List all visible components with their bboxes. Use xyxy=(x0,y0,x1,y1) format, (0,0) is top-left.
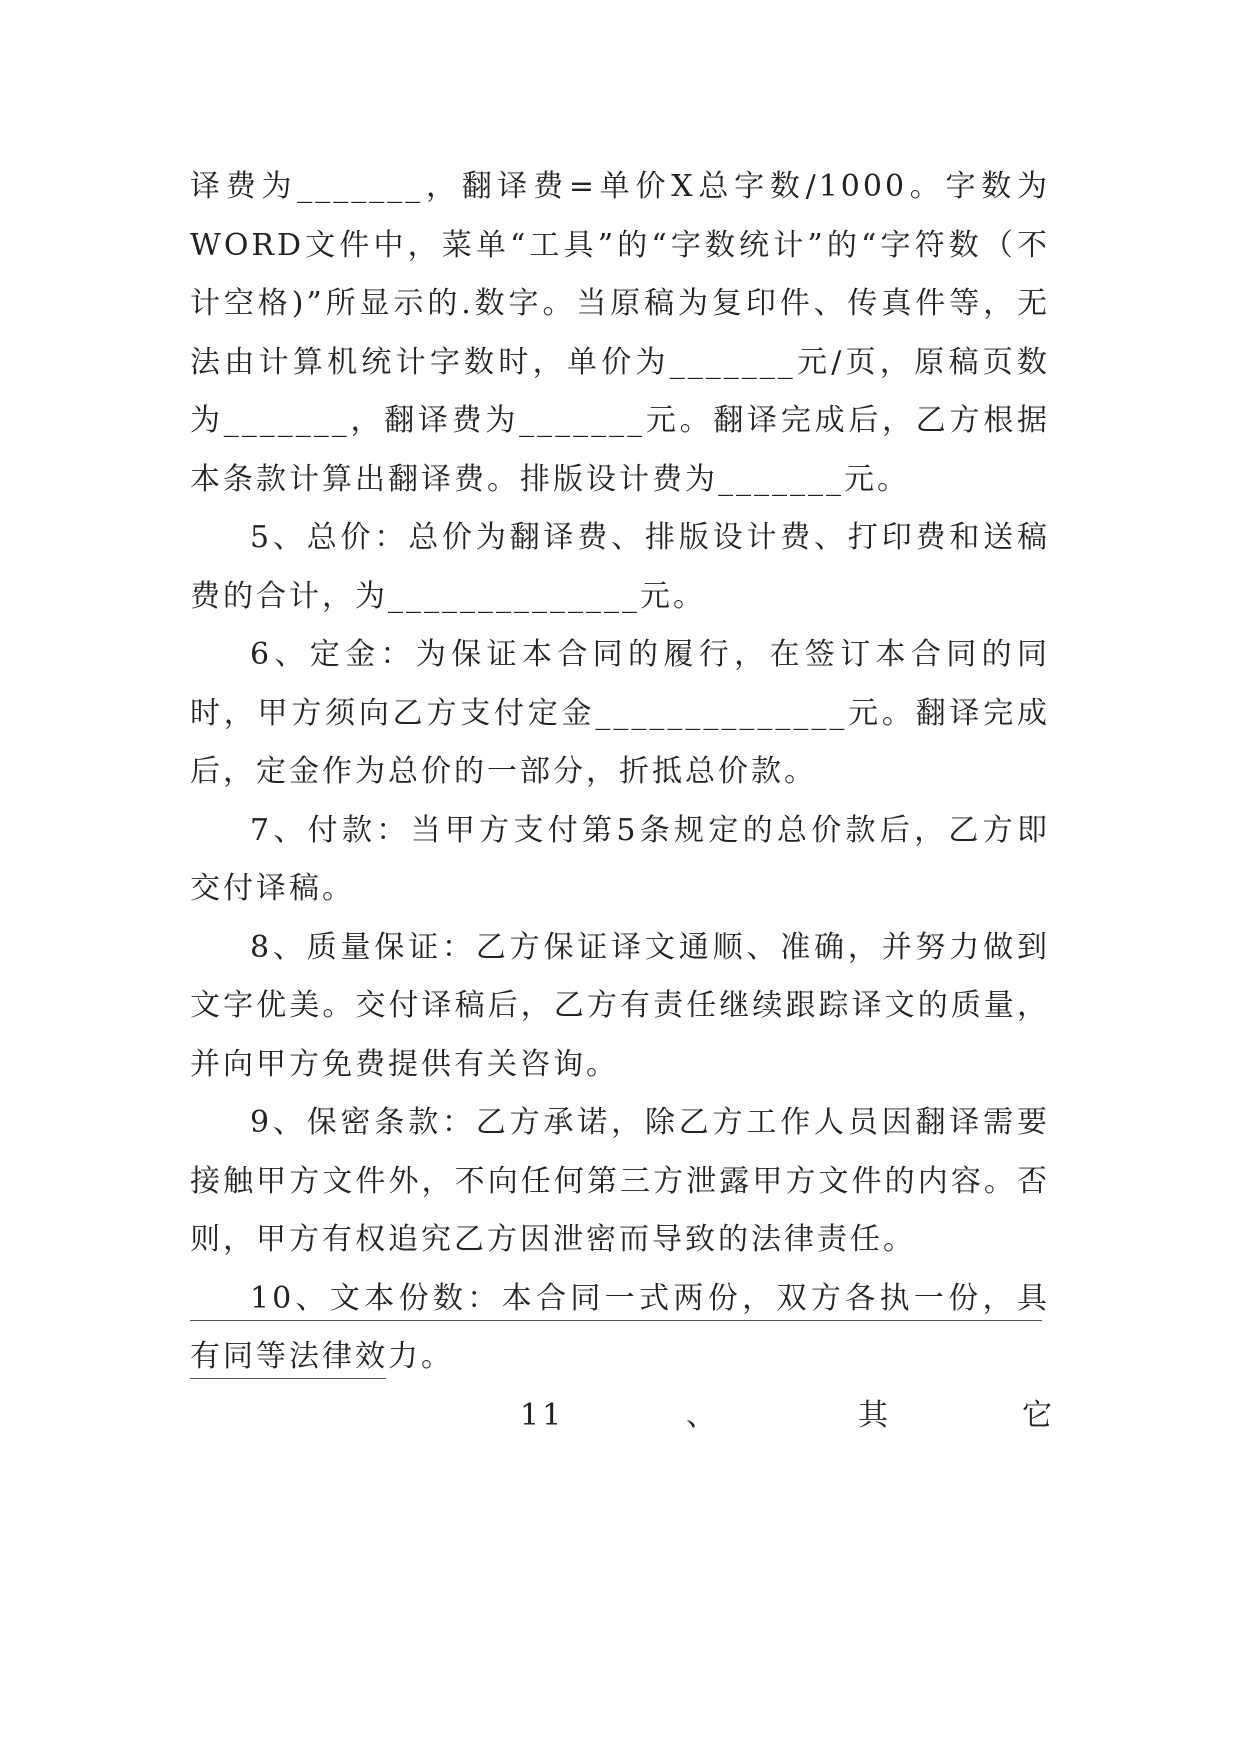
clause-11-separator: 、 xyxy=(686,1397,719,1433)
paragraph-clause-5: 5、总价：总价为翻译费、排版设计费、打印费和送稿费的合计，为______________元。 xyxy=(190,520,1050,614)
blank-line-1 xyxy=(190,1320,1042,1321)
clause-11-heading xyxy=(190,1387,1055,1445)
paragraph-fee-continued: 译费为_______，翻译费=单价X总字数/1000。字数为WORD文件中，菜单“工具”的“字数统计”的“字符数（不计空格)”所显示的.数字。当原稿为复印件、传真件等，无法由计算机统计字数时，单价为_______元/页，原稿页数为_______，翻译费为_______元。翻译完成后，乙方根据本条款计算出翻译费。排版设计费为_______元。 xyxy=(190,169,1050,497)
paragraph-clause-6: 6、定金：为保证本合同的履行，在签订本合同的同时，甲方须向乙方支付定金______________元。翻译完成后，定金作为总价的一部分，折抵总价款。 xyxy=(190,637,1050,789)
paragraph-clause-10: 10、文本份数：本合同一式两份，双方各执一份，具有同等法律效力。 xyxy=(190,1280,1050,1374)
blank-line-2 xyxy=(190,1378,386,1379)
clause-11-word-2: 它 xyxy=(1022,1397,1055,1433)
clause-11-number: 11 xyxy=(520,1397,565,1433)
paragraph-clause-8: 8、质量保证：乙方保证译文通顺、准确，并努力做到文字优美。交付译稿后，乙方有责任继续跟踪译文的质量，并向甲方免费提供有关咨询。 xyxy=(190,929,1050,1082)
paragraph-clause-9: 9、保密条款：乙方承诺，除乙方工作人员因翻译需要接触甲方文件外，不向任何第三方泄露甲方文件的内容。否则，甲方有权追究乙方因泄密而导致的法律责任。 xyxy=(190,1105,1050,1257)
clause-11-word-1: 其 xyxy=(858,1397,891,1433)
contract-body xyxy=(190,158,1055,1445)
paragraph-clause-7: 7、付款：当甲方支付第5条规定的总价款后，乙方即交付译稿。 xyxy=(190,812,1050,906)
